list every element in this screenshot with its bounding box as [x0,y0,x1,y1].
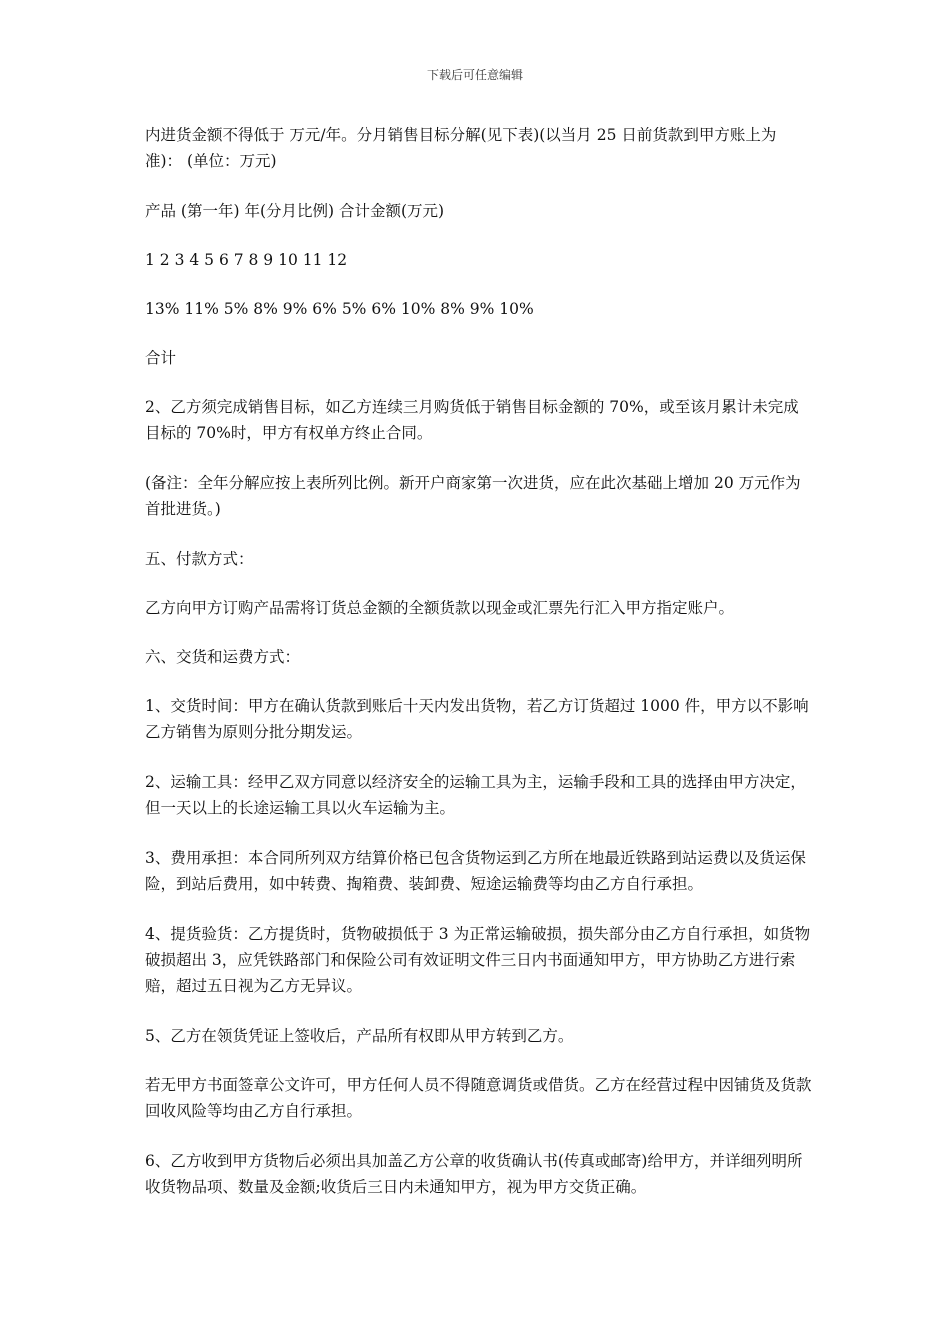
page-header-note: 下载后可任意编辑 [426,68,523,82]
paragraph-ownership: 5、乙方在领货凭证上签收后，产品所有权即从甲方转到乙方。 [145,1027,574,1045]
paragraph-sales-target: 内进货金额不得低于 万元/年。分月销售目标分解(见下表)(以当月 25 日前货款到甲方账上为准)： (单位：万元) [145,126,777,170]
paragraph-table-header: 产品 (第一年) 年(分月比例) 合计金额(万元) [145,202,445,220]
paragraph-transport: 2、运输工具：经甲乙双方同意以经济安全的运输工具为主，运输手段和工具的选择由甲方决定，但一天以上的长途运输工具以火车运输为主。 [145,773,806,817]
section-heading-payment: 五、付款方式： [145,550,254,568]
paragraph-table-months: 1 2 3 4 5 6 7 8 9 10 11 12 [145,251,348,269]
paragraph-costs: 3、费用承担：本合同所列双方结算价格已包含货物运到乙方所在地最近铁路到站运费以及货运保险，到站后费用，如中转费、掏箱费、装卸费、短途运输费等均由乙方自行承担。 [145,849,806,893]
paragraph-table-total: 合计 [145,349,177,367]
paragraph-clause-2: 2、乙方须完成销售目标，如乙方连续三月购货低于销售目标金额的 70%，或至该月累计未完成目标的 70%时，甲方有权单方终止合同。 [145,398,799,442]
document-body [145,122,813,1224]
paragraph-remark: (备注：全年分解应按上表所列比例。新开户商家第一次进货，应在此次基础上增加 20 万元作为首批进货。) [145,474,801,518]
paragraph-no-transfer: 若无甲方书面签章公文许可，甲方任何人员不得随意调货或借货。乙方在经营过程中因铺货及货款回收风险等均由乙方自行承担。 [145,1076,812,1120]
section-heading-delivery: 六、交货和运费方式： [145,648,301,666]
paragraph-payment: 乙方向甲方订购产品需将订货总金额的全额货款以现金或汇票先行汇入甲方指定账户。 [145,599,735,617]
paragraph-table-ratios: 13% 11% 5% 8% 9% 6% 5% 6% 10% 8% 9% 10% [145,300,534,318]
paragraph-receipt-confirmation: 6、乙方收到甲方货物后必须出具加盖乙方公章的收货确认书(传真或邮寄)给甲方，并详细列明所收货物品项、数量及金额;收货后三日内未通知甲方，视为甲方交货正确。 [145,1152,803,1196]
paragraph-inspection: 4、提货验货：乙方提货时，货物破损低于 3 为正常运输破损，损失部分由乙方自行承担，如货物破损超出 3，应凭铁路部门和保险公司有效证明文件三日内书面通知甲方，甲方协助乙方进行索赔，超过五日视为乙方无异议。 [145,925,811,995]
paragraph-delivery-time: 1、交货时间：甲方在确认货款到账后十天内发出货物，若乙方订货超过 1000 件，甲方以不影响乙方销售为原则分批分期发运。 [145,697,809,741]
